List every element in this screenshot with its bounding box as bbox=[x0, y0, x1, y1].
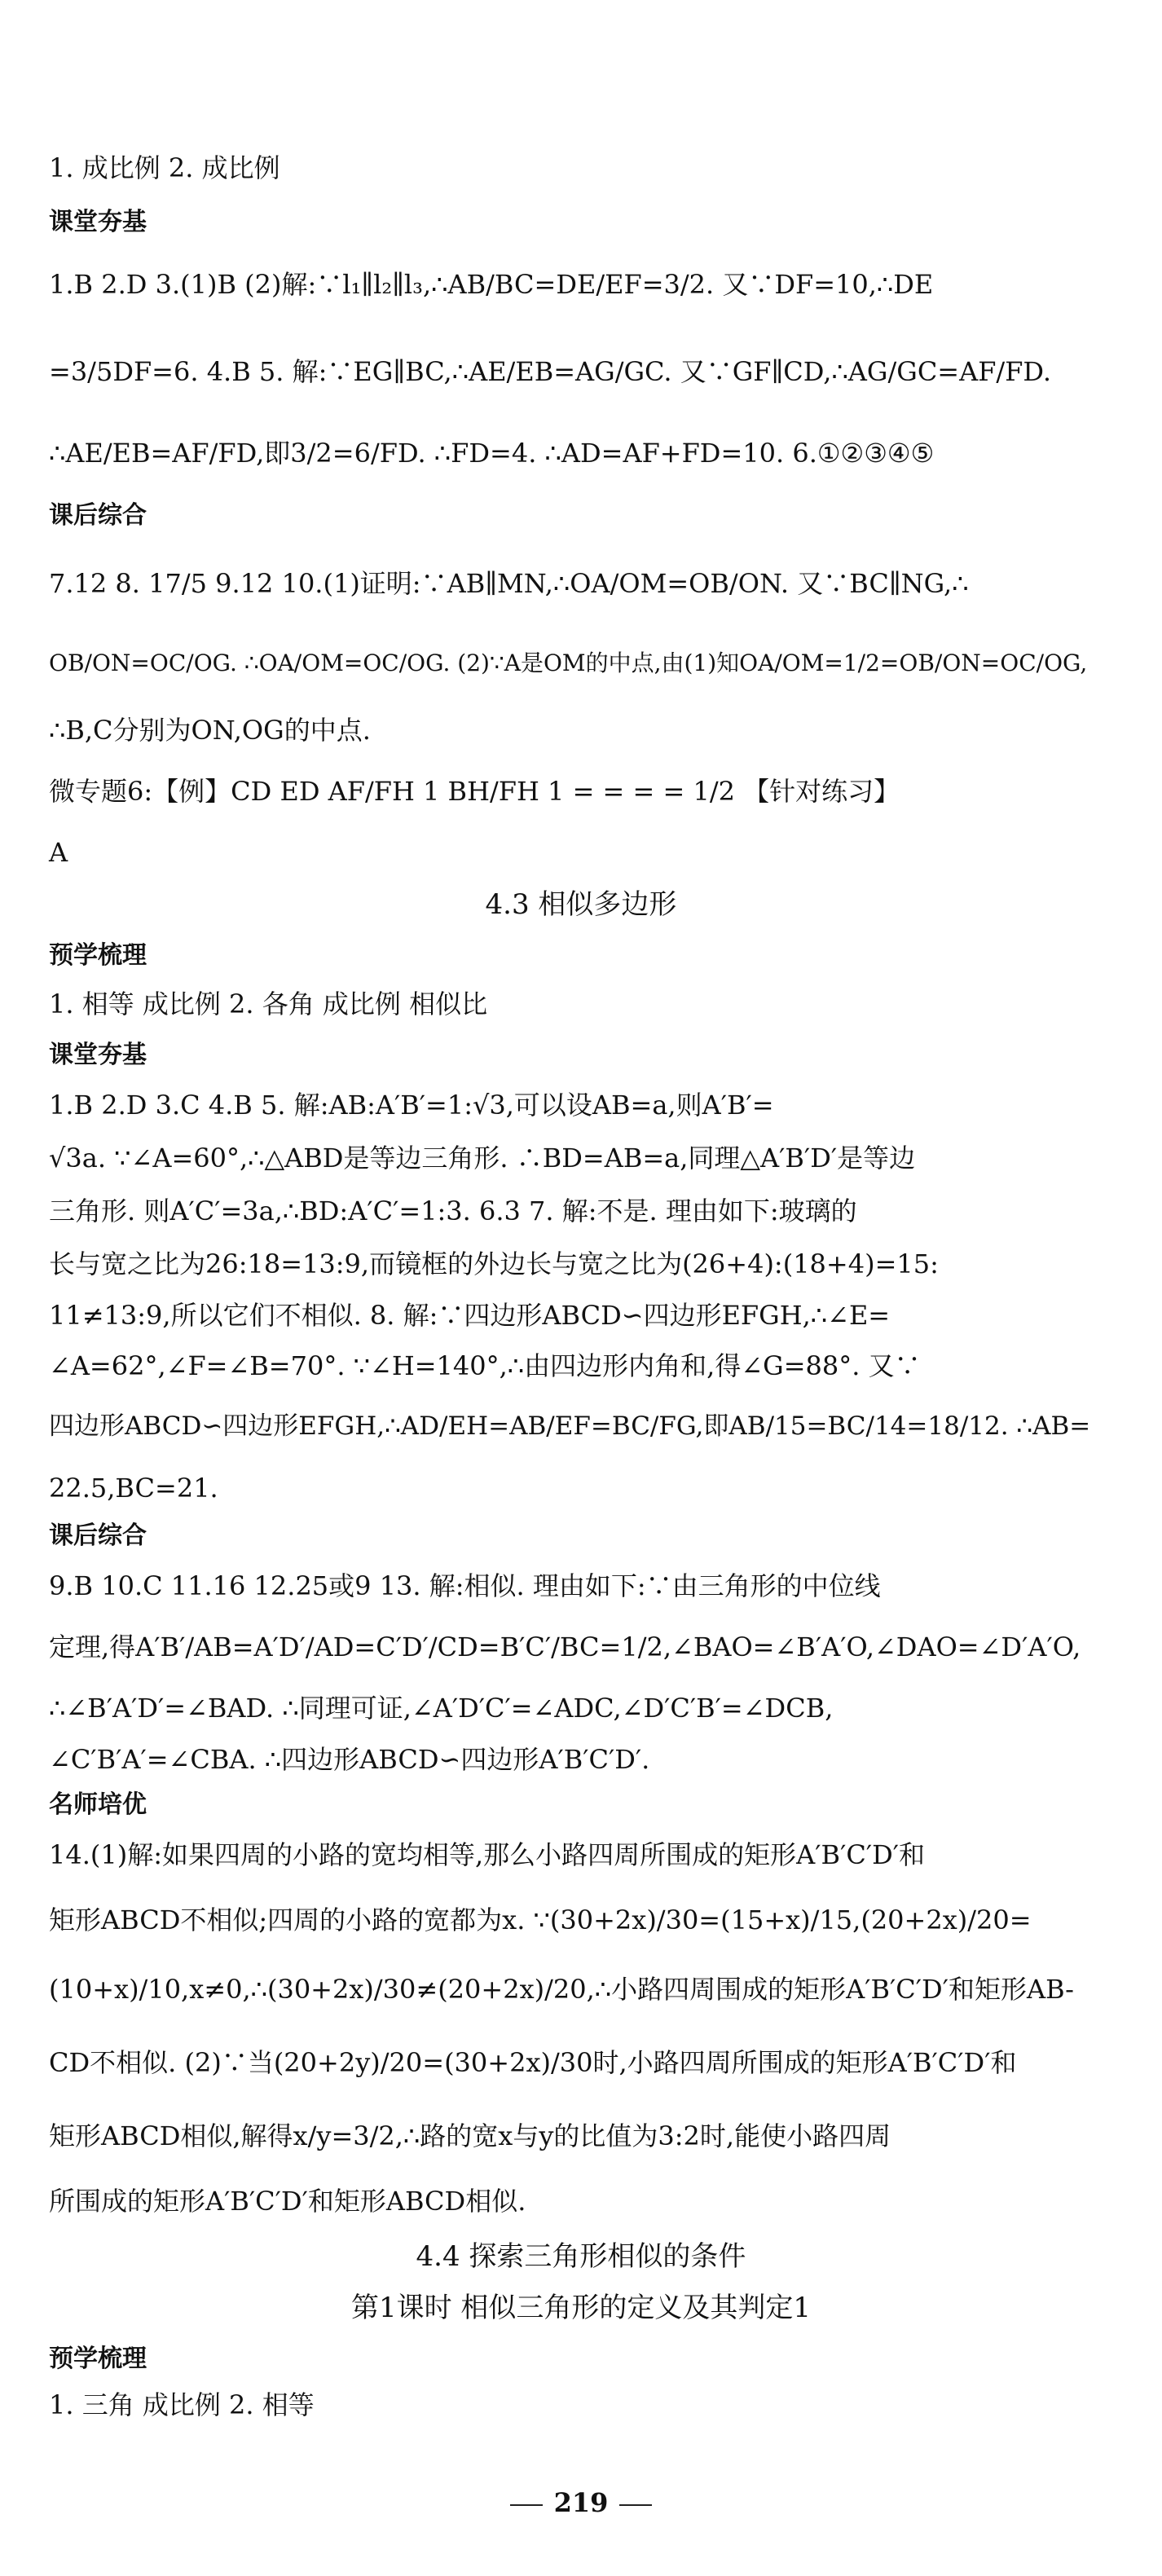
answer-line: 定理,得A′B′/AB=A′D′/AD=C′D′/CD=B′C′/BC=1/2,∠BAO=∠B′A′O,∠DAO=∠D′A′O, bbox=[49, 1631, 1081, 1662]
answer-line: OB/ON=OC/OG. ∴OA/OM=OC/OG. (2)∵A是OM的中点,由(1)知OA/OM=1/2=OB/ON=OC/OG, bbox=[49, 650, 1088, 676]
answer-line: ∠A=62°,∠F=∠B=70°. ∵∠H=140°,∴由四边形内角和,得∠G=88°. 又∵ bbox=[49, 1350, 921, 1381]
answer-line: 矩形ABCD不相似;四周的小路的宽都为x. ∵(30+2x)/30=(15+x)/15,(20+2x)/20= bbox=[49, 1904, 1032, 1935]
answer-line: 1.B 2.D 3.(1)B (2)解:∵l₁∥l₂∥l₃,∴AB/BC=DE/EF=3/2. 又∵DF=10,∴DE bbox=[49, 269, 934, 300]
answer-line: ∴B,C分别为ON,OG的中点. bbox=[49, 715, 371, 746]
answer-line: ∴∠B′A′D′=∠BAD. ∴同理可证,∠A′D′C′=∠ADC,∠D′C′B′=∠DCB, bbox=[49, 1693, 834, 1724]
answer-line: 微专题6:【例】CD ED AF/FH 1 BH/FH 1 = = = = 1/2 【针对练习】 bbox=[49, 776, 900, 807]
section-heading: 课后综合 bbox=[49, 1521, 147, 1550]
answer-line: 四边形ABCD∽四边形EFGH,∴AD/EH=AB/EF=BC/FG,即AB/15=BC/14=18/12. ∴AB= bbox=[49, 1411, 1091, 1441]
answer-line: 22.5,BC=21. bbox=[49, 1473, 218, 1504]
answer-line: A bbox=[49, 837, 68, 868]
section-title: 4.3 相似多边形 bbox=[485, 888, 677, 921]
answer-line: 1. 相等 成比例 2. 各角 成比例 相似比 bbox=[49, 989, 488, 1019]
answer-line: ∴AE/EB=AF/FD,即3/2=6/FD. ∴FD=4. ∴AD=AF+FD=10. 6.①②③④⑤ bbox=[49, 438, 935, 469]
page-number-text: 219 bbox=[553, 2487, 609, 2518]
section-heading: 课后综合 bbox=[49, 501, 147, 530]
section-heading: 预学梳理 bbox=[49, 2345, 147, 2373]
answer-line: 所围成的矩形A′B′C′D′和矩形ABCD相似. bbox=[49, 2186, 526, 2217]
answer-line: 1.B 2.D 3.C 4.B 5. 解:AB:A′B′=1:√3,可以设AB=a,则A′B′= bbox=[49, 1090, 774, 1121]
answer-line: 11≠13:9,所以它们不相似. 8. 解:∵四边形ABCD∽四边形EFGH,∴∠E= bbox=[49, 1300, 891, 1331]
answer-line: 7.12 8. 17/5 9.12 10.(1)证明:∵AB∥MN,∴OA/OM=OB/ON. 又∵BC∥NG,∴ bbox=[49, 568, 969, 599]
answer-line: (10+x)/10,x≠0,∴(30+2x)/30≠(20+2x)/20,∴小路四周围成的矩形A′B′C′D′和矩形AB- bbox=[49, 1974, 1074, 2005]
page-number bbox=[0, 2487, 1162, 2518]
section-heading: 名师培优 bbox=[49, 1790, 147, 1819]
section-heading: 课堂夯基 bbox=[49, 1041, 147, 1069]
answer-line: 1. 三角 成比例 2. 相等 bbox=[49, 2389, 315, 2420]
lesson-title: 第1课时 相似三角形的定义及其判定1 bbox=[350, 2292, 812, 2324]
section-heading: 预学梳理 bbox=[49, 941, 147, 970]
answer-line: ∠C′B′A′=∠CBA. ∴四边形ABCD∽四边形A′B′C′D′. bbox=[49, 1744, 650, 1775]
answer-line: √3a. ∵∠A=60°,∴△ABD是等边三角形. ∴BD=AB=a,同理△A′B′D′是等边 bbox=[49, 1143, 916, 1174]
section-title: 4.4 探索三角形相似的条件 bbox=[416, 2240, 746, 2273]
answer-line: 9.B 10.C 11.16 12.25或9 13. 解:相似. 理由如下:∵由三角形的中位线 bbox=[49, 1570, 881, 1601]
page-number-rule bbox=[510, 2504, 543, 2506]
answer-line: =3/5DF=6. 4.B 5. 解:∵EG∥BC,∴AE/EB=AG/GC. 又∵GF∥CD,∴AG/GC=AF/FD. bbox=[49, 356, 1052, 387]
answer-line: 矩形ABCD相似,解得x/y=3/2,∴路的宽x与y的比值为3:2时,能使小路四周 bbox=[49, 2120, 891, 2151]
answer-line: 14.(1)解:如果四周的小路的宽均相等,那么小路四周所围成的矩形A′B′C′D′和 bbox=[49, 1839, 926, 1870]
page-number-rule bbox=[619, 2504, 652, 2506]
answer-line: 1. 成比例 2. 成比例 bbox=[49, 152, 280, 183]
section-heading: 课堂夯基 bbox=[49, 208, 147, 236]
answer-line: CD不相似. (2)∵当(20+2y)/20=(30+2x)/30时,小路四周所围成的矩形A′B′C′D′和 bbox=[49, 2047, 1017, 2078]
answer-line: 长与宽之比为26:18=13:9,而镜框的外边长与宽之比为(26+4):(18+4)=15: bbox=[49, 1248, 939, 1279]
answer-line: 三角形. 则A′C′=3a,∴BD:A′C′=1:3. 6.3 7. 解:不是. 理由如下:玻璃的 bbox=[49, 1196, 857, 1226]
